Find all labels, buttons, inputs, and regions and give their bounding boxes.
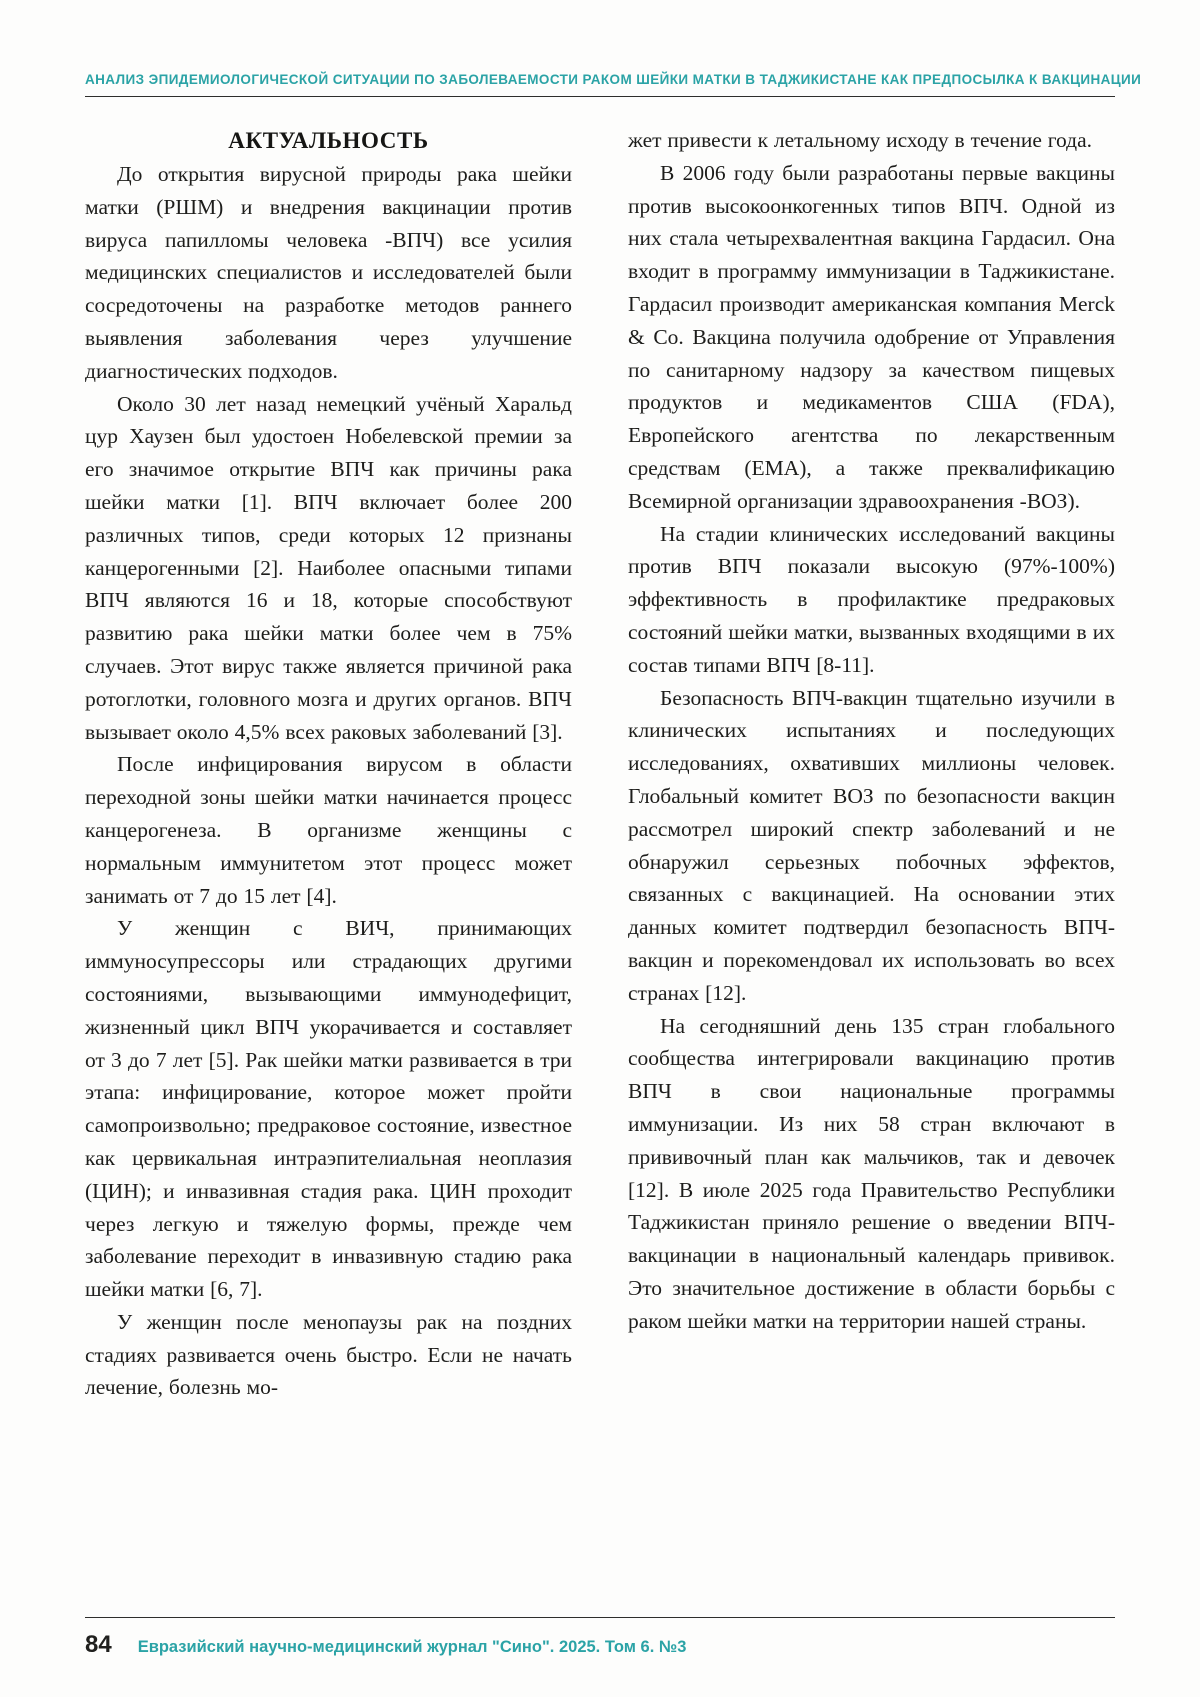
right-column: [628, 124, 1115, 1404]
left-column: [85, 124, 572, 1404]
paragraph: В 2006 году были разработаны первые вакцины против высокоонкогенных типов ВПЧ. Одной из них стала четырехвалентная вакцина Гардасил. Она входит в программу иммунизации в Таджикистане. Гардасил производит американская компания Merck & Co. Вакцина получила одобрение от Управления по санитарному надзору за качеством пищевых продуктов и медикаментов США (FDA), Европейского агентства по лекарственным средствам (EMA), а также преквалификацию Всемирной организации здравоохранения -ВОЗ).: [628, 160, 1115, 513]
running-title: АНАЛИЗ ЭПИДЕМИОЛОГИЧЕСКОЙ СИТУАЦИИ ПО ЗАБОЛЕВАЕМОСТИ РАКОМ ШЕЙКИ МАТКИ В ТАДЖИКИСТАНЕ КАК ПРЕДПОСЫЛКА К ВАКЦИНАЦИИ: [85, 72, 1142, 87]
section-heading: АКТУАЛЬНОСТЬ: [228, 128, 429, 153]
paragraph: У женщин с ВИЧ, принимающих иммуносупрессоры или страдающих другими состояниями, вызывающими иммунодефицит, жизненный цикл ВПЧ укорачивается и составляет от 3 до 7 лет [5]. Рак шейки матки развивается в три этапа: инфицирование, которое может пройти самопроизвольно; предраковое состояние, известное как цервикальная интраэпителиальная неоплазия (ЦИН); и инвазивная стадия рака. ЦИН проходит через легкую и тяжелую формы, прежде чем заболевание переходит в инвазивную стадию рака шейки матки [6, 7].: [85, 916, 572, 1302]
paragraph-continuation: жет привести к летальному исходу в течение года.: [628, 128, 1093, 152]
paragraph: На сегодняшний день 135 стран глобального сообщества интегрировали вакцинацию против ВПЧ в свои национальные программы иммунизации. Из них 58 стран включают в прививочный план как мальчиков, так и девочек [12]. В июле 2025 года Правительство Республики Таджикистан приняло решение о введении ВПЧ-вакцинации в национальный календарь прививок. Это значительное достижение в области борьбы с раком шейки матки на территории нашей страны.: [628, 1013, 1115, 1333]
paragraph: До открытия вирусной природы рака шейки матки (РШМ) и внедрения вакцинации против вируса папилломы человека -ВПЧ) все усилия медицинских специалистов и исследователей были сосредоточены на разработке методов раннего выявления заболевания через улучшение диагностических подходов.: [85, 162, 572, 383]
paragraph: У женщин после менопаузы рак на поздних стадиях развивается очень быстро. Если не начать лечение, болезнь мо-: [85, 1309, 572, 1400]
footer-line: [85, 1631, 1115, 1659]
footer-rule: [85, 1617, 1115, 1618]
paragraph: Безопасность ВПЧ-вакцин тщательно изучили в клинических испытаниях и последующих исследованиях, охвативших миллионы человек. Глобальный комитет ВОЗ по безопасности вакцин рассмотрел широкий спектр заболеваний и не обнаружил серьезных побочных эффектов, связанных с вакцинацией. На основании этих данных комитет подтвердил безопасность ВПЧ-вакцин и порекомендовал их использовать во всех странах [12].: [628, 685, 1115, 1005]
page-footer: [85, 1617, 1115, 1659]
paragraph: Около 30 лет назад немецкий учёный Харальд цур Хаузен был удостоен Нобелевской премии за его значимое открытие ВПЧ как причины рака шейки матки [1]. ВПЧ включает более 200 различных типов, среди которых 12 признаны канцерогенными [2]. Наиболее опасными типами ВПЧ являются 16 и 18, которые способствуют развитию рака шейки матки более чем в 75% случаев. Этот вирус также является причиной рака ротоглотки, головного мозга и других органов. ВПЧ вызывает около 4,5% всех раковых заболеваний [3].: [85, 391, 572, 744]
running-header: [85, 0, 1142, 97]
journal-name: Евразийский научно-медицинский журнал "Сино". 2025. Том 6. №3: [137, 1638, 687, 1656]
article-body: [85, 124, 1115, 1404]
paragraph: На стадии клинических исследований вакцины против ВПЧ показали высокую (97%-100%) эффективность в профилактике предраковых состояний шейки матки, вызванных входящими в их состав типами ВПЧ [8-11].: [628, 521, 1115, 677]
header-rule: [85, 96, 1115, 97]
paragraph: После инфицирования вирусом в области переходной зоны шейки матки начинается процесс канцерогенеза. В организме женщины с нормальным иммунитетом этот процесс может занимать от 7 до 15 лет [4].: [85, 752, 572, 908]
page-number: 84: [85, 1631, 112, 1658]
